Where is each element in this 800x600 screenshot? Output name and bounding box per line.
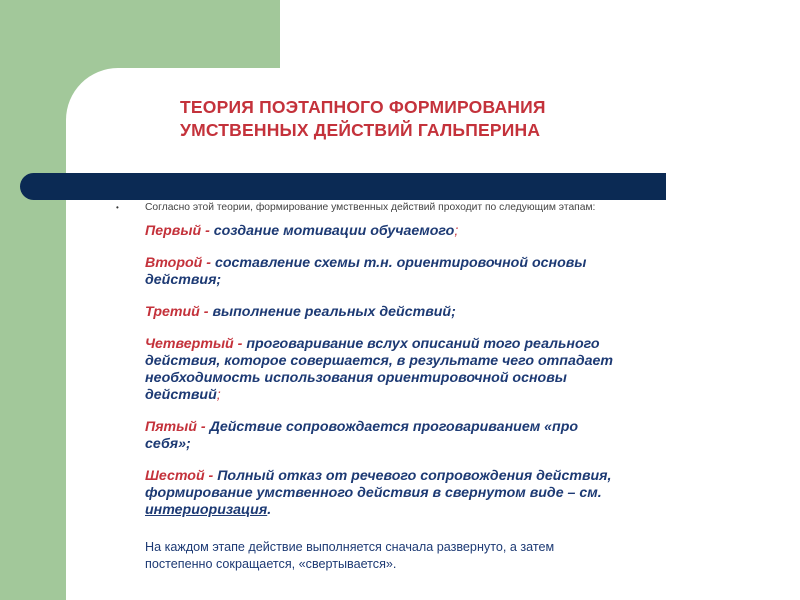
stage-dash: - xyxy=(196,419,210,435)
stage-tail: . xyxy=(267,502,272,518)
stage-item-5 xyxy=(145,419,745,453)
stage-text: действия, которое совершается, в результате чего отпадает xyxy=(145,353,614,369)
title-line-2: УМСТВЕННЫХ ДЕЙСТВИЙ ГАЛЬПЕРИНА xyxy=(180,120,541,140)
stage-dash: - xyxy=(204,468,218,484)
stage-text: необходимость использования ориентировочной основы xyxy=(145,370,567,386)
note-line-2: постепенно сокращается, «свертывается». xyxy=(145,557,397,571)
note-line-1: На каждом этапе действие выполняется сначала развернуто, а затем xyxy=(145,540,555,554)
stage-item-6 xyxy=(145,468,745,519)
stage-name: Четвертый xyxy=(145,336,234,352)
stage-text: выполнение реальных действий; xyxy=(212,304,456,320)
stage-name: Первый xyxy=(145,223,202,239)
stage-text: Действие сопровождается проговариванием «про xyxy=(209,419,579,435)
bullet-icon: • xyxy=(116,203,119,212)
stage-text: формирование умственного действия в свернутом виде – см. xyxy=(145,485,602,501)
stage-name: Третий xyxy=(145,304,200,320)
stage-dash: - xyxy=(201,223,214,239)
stage-item-3 xyxy=(145,304,745,321)
stage-item-1 xyxy=(145,223,745,240)
stage-text: себя»; xyxy=(145,436,191,452)
stage-list xyxy=(145,223,745,534)
intro-text: Согласно этой теории, формирование умственных действий проходит по следующим этапам: xyxy=(145,202,596,213)
stage-text: создание мотивации обучаемого xyxy=(213,223,455,239)
stage-text: действия; xyxy=(145,272,222,288)
slide-title xyxy=(180,96,700,142)
stage-item-4 xyxy=(145,336,745,404)
stage-text: действий xyxy=(145,387,217,403)
title-line-1: ТЕОРИЯ ПОЭТАПНОГО ФОРМИРОВАНИЯ xyxy=(180,97,546,117)
interiorization-link[interactable]: интериоризация xyxy=(145,502,268,518)
stage-dash: - xyxy=(199,304,213,320)
title-divider-bar xyxy=(20,173,666,200)
stage-text: Полный отказ от речевого сопровождения действия, xyxy=(217,468,612,484)
stage-text: составление схемы т.н. ориентировочной основы xyxy=(214,255,587,271)
stage-text: проговаривание вслух описаний того реального xyxy=(246,336,600,352)
stage-name: Шестой xyxy=(145,468,205,484)
stage-dash: - xyxy=(202,255,215,271)
stage-name: Второй xyxy=(145,255,203,271)
stage-name: Пятый xyxy=(145,419,197,435)
stage-dash: - xyxy=(233,336,247,352)
stage-tail: ; xyxy=(454,223,459,239)
stage-tail: ; xyxy=(216,387,221,403)
summary-note xyxy=(145,539,745,573)
stage-item-2 xyxy=(145,255,745,289)
